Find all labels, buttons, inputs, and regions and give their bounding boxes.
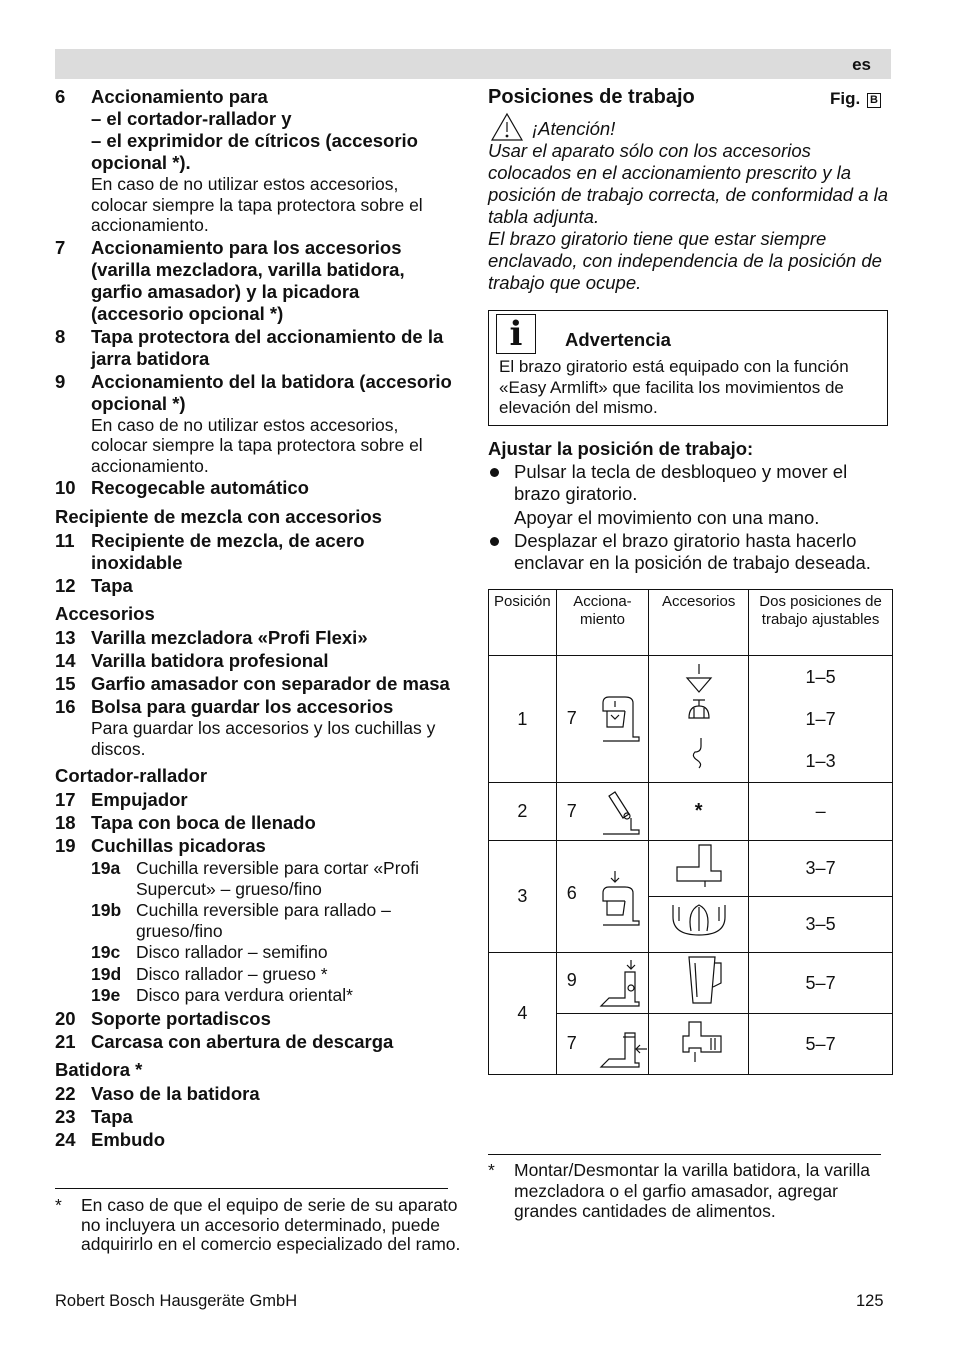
column-header: Dos posiciones de trabajo ajustables (749, 590, 893, 656)
position-number: 4 (489, 953, 557, 1075)
bullet-text: Pulsar la tecla de desbloqueo y mover el brazo giratorio. (514, 461, 848, 504)
range-value: – (749, 783, 893, 841)
item-note: En caso de no utilizar estos accesorios, colocar siempre la tapa protectora sobre el accionamiento. (91, 414, 423, 476)
item-text: Carcasa con abertura de descarga (91, 1030, 394, 1052)
range-value: 3–7 (749, 841, 893, 897)
item-number: 19c (91, 942, 121, 962)
item-number: 9 (55, 370, 66, 392)
bullet-item (488, 461, 893, 529)
column-header: Posición (489, 590, 557, 656)
item-number: 15 (55, 673, 76, 694)
list-item-17 (55, 789, 455, 811)
drive-cell (556, 953, 648, 1014)
drive-number: 9 (566, 969, 577, 990)
range-value: 5–7 (749, 1014, 893, 1075)
left-column (55, 86, 455, 1151)
item-number: 23 (55, 1105, 76, 1127)
item-number: 14 (55, 650, 76, 671)
item-number: 22 (55, 1082, 76, 1104)
list-item-24 (55, 1129, 455, 1151)
accessories-cell (649, 841, 749, 897)
item-text: Tapa protectora del accionamiento de la jarra batidora (91, 325, 444, 369)
range-cell (749, 656, 893, 783)
list-item-16 (55, 696, 455, 718)
drive-cell (556, 783, 648, 841)
item-number: 11 (55, 530, 75, 551)
item-note: En caso de no utilizar estos accesorios, colocar siempre la tapa protectora sobre el accionamiento. (91, 174, 423, 235)
footnote-mark: * (488, 1160, 495, 1180)
table-row (489, 783, 893, 841)
footnote-text: En caso de que el equipo de serie de su aparato no incluyera un accesorio determinado, puede adquirirlo en el comercio especializado del ramo. (81, 1195, 461, 1254)
item-number: 19d (91, 963, 122, 984)
bullet-dot (490, 537, 499, 546)
item-text: – el exprimidor de cítricos (accesorio opcional *). (91, 130, 418, 173)
drive-cell (556, 656, 648, 783)
bullet-dot (490, 468, 499, 477)
list-item-15 (55, 673, 455, 695)
item-text: – el cortador-rallador y (91, 108, 292, 129)
section-heading: Batidora * (55, 1058, 143, 1080)
list-item-14 (55, 650, 455, 672)
item-number: 17 (55, 789, 76, 810)
footnote (488, 1160, 904, 1222)
item-number: 13 (55, 627, 76, 648)
blender-jug-icon (649, 953, 748, 1008)
figure-reference (830, 89, 881, 109)
adjust-section (488, 438, 893, 574)
list-item-9 (55, 371, 455, 415)
footnote-divider (488, 1154, 881, 1155)
right-column (488, 86, 893, 1221)
item-text: Tapa (91, 575, 133, 596)
mixer-upright-icon (595, 693, 649, 745)
item-text: Soporte portadiscos (91, 1007, 271, 1029)
attention-label: ¡Atención! (532, 118, 616, 139)
mixer-front-drive-icon (595, 869, 649, 929)
bullet-continuation: Apoyar el movimiento con una mano. (514, 507, 820, 528)
item-number: 7 (55, 236, 66, 258)
table-row (489, 953, 893, 1014)
list-item-18 (55, 812, 455, 834)
bullet-item (488, 530, 893, 574)
item-text: Embudo (91, 1128, 165, 1150)
accessory-marker: * (649, 783, 749, 841)
range-value: 3–5 (749, 897, 893, 953)
accessories-cell (649, 656, 749, 783)
item-number: 19 (55, 835, 76, 856)
item-text: Empujador (91, 789, 188, 810)
sub-item-19d (55, 964, 455, 985)
mixing-attachments-icon (649, 660, 748, 773)
item-number: 18 (55, 812, 76, 833)
item-text: Cuchilla reversible para rallado – grueso/fino (136, 900, 391, 941)
column-header: Acciona- miento (556, 590, 648, 656)
info-icon: i (496, 314, 536, 354)
item-text: Vaso de la batidora (91, 1082, 260, 1104)
footnote-divider (55, 1188, 448, 1189)
table-row (489, 656, 893, 783)
table-row (489, 841, 893, 897)
sub-item-19a (55, 858, 455, 899)
item-number: 19b (91, 900, 122, 920)
cutter-attachment-icon (649, 841, 748, 891)
list-item-7 (55, 237, 455, 325)
section-title: Posiciones de trabajo (488, 86, 695, 108)
info-text: El brazo giratorio está equipado con la función «Easy Armlift» que facilita los movimientos de elevación del mismo. (499, 357, 849, 417)
accessories-cell (649, 1014, 749, 1075)
item-text: Recipiente de mezcla, de acero inoxidable (91, 530, 365, 573)
position-number: 3 (489, 841, 557, 953)
item-text: Garfio amasador con separador de masa (91, 673, 450, 694)
positions-table (488, 589, 893, 1075)
info-title: Advertencia (565, 329, 671, 350)
range-value: 1–5 (805, 667, 836, 687)
list-item-20 (55, 1008, 455, 1030)
item-number: 19e (91, 985, 121, 1005)
sub-item-19c (55, 942, 455, 963)
warning-text: El brazo giratorio tiene que estar siempre enclavado, con independencia de la posición de trabajo que ocupe. (488, 228, 882, 293)
item-text: Disco para verdura oriental* (136, 985, 353, 1005)
item-number: 10 (55, 477, 76, 498)
item-text: Cuchillas picadoras (91, 835, 266, 856)
accessories-cell (649, 953, 749, 1014)
drive-number: 7 (566, 707, 577, 728)
item-text: Bolsa para guardar los accesorios (91, 696, 394, 717)
section-heading: Cortador-rallador (55, 765, 208, 786)
page-number: 125 (856, 1292, 884, 1310)
item-text: Recogecable automático (91, 477, 309, 498)
item-number: 19a (91, 858, 121, 878)
list-item-23 (55, 1106, 455, 1128)
item-text: Tapa con boca de llenado (91, 812, 316, 833)
list-item-6 (55, 86, 455, 174)
item-text: Accionamiento del la batidora (accesorio opcional *) (91, 370, 452, 414)
range-value: 1–7 (805, 709, 836, 729)
item-number: 20 (55, 1007, 76, 1029)
item-number: 21 (55, 1030, 76, 1052)
list-item-19 (55, 835, 455, 857)
item-text: Cuchilla reversible para cortar «Profi Supercut» – grueso/fino (136, 858, 420, 899)
sub-item-19e (55, 985, 455, 1006)
range-value: 5–7 (749, 953, 893, 1014)
figure-label: Fig. (830, 89, 861, 108)
item-text: Tapa (91, 1105, 133, 1127)
warning-text: Usar el aparato sólo con los accesorios colocados en el accionamiento prescrito y la posición de trabajo correcta, de conformidad a la tabla adjunta. (488, 140, 889, 227)
mixer-blender-drive-icon (595, 958, 649, 1010)
table-header-row (489, 590, 893, 656)
section-title-row (488, 86, 893, 112)
range-value: 1–3 (805, 751, 836, 771)
item-number: 16 (55, 696, 76, 717)
drive-cell (556, 1014, 648, 1075)
item-number: 8 (55, 325, 66, 347)
list-item-8 (55, 326, 455, 370)
item-number: 24 (55, 1128, 76, 1150)
item-text: Accionamiento para (91, 86, 268, 107)
list-item-12 (55, 575, 455, 597)
list-item-11 (55, 530, 455, 574)
list-item-21 (55, 1031, 455, 1053)
meat-grinder-icon (649, 1014, 748, 1069)
language-code: es (852, 55, 871, 74)
list-item-10 (55, 477, 455, 499)
accessories-cell (649, 897, 749, 953)
item-number: 12 (55, 575, 76, 596)
section-heading: Accesorios (55, 603, 155, 624)
position-number: 1 (489, 656, 557, 783)
attention-heading (488, 118, 893, 140)
drive-number: 6 (566, 882, 577, 903)
item-note: Para guardar los accesorios y los cuchillas y discos. (91, 718, 436, 759)
item-number: 6 (55, 86, 66, 107)
mixer-tilted-icon (595, 786, 649, 838)
drive-number: 7 (566, 1032, 577, 1053)
item-text: Disco rallador – semifino (136, 942, 328, 962)
position-number: 2 (489, 783, 557, 841)
section-heading: Recipiente de mezcla con accesorios (55, 506, 382, 527)
item-text: Accionamiento para los accesorios (varilla mezcladora, varilla batidora, garfio amasador) y la picadora (accesorio opcional *) (91, 236, 405, 324)
footnote-text: Montar/Desmontar la varilla batidora, la varilla mezcladora o el garfio amasador, agregar grandes cantidades de alimentos. (514, 1160, 870, 1221)
bullet-text: Desplazar el brazo giratorio hasta hacerlo enclavar en la posición de trabajo deseada. (514, 530, 871, 573)
info-box (488, 310, 888, 426)
warning-triangle-icon (490, 112, 524, 142)
language-bar (55, 49, 891, 79)
item-text: Varilla mezcladora «Profi Flexi» (91, 627, 368, 648)
adjust-title: Ajustar la posición de trabajo: (488, 438, 754, 459)
item-text: Disco rallador – grueso * (136, 963, 328, 984)
footer-company: Robert Bosch Hausgeräte GmbH (55, 1292, 298, 1310)
drive-number: 7 (566, 800, 577, 821)
figure-letter: B (867, 93, 881, 108)
sub-item-19b (55, 900, 455, 941)
list-item-22 (55, 1083, 455, 1105)
column-header: Accesorios (649, 590, 749, 656)
footnote-mark: * (55, 1195, 62, 1215)
mixer-side-drive-icon (595, 1019, 649, 1071)
footnote (55, 1196, 471, 1255)
citrus-press-icon (649, 897, 748, 947)
list-item-13 (55, 627, 455, 649)
item-text: Varilla batidora profesional (91, 650, 329, 671)
drive-cell (556, 841, 648, 953)
